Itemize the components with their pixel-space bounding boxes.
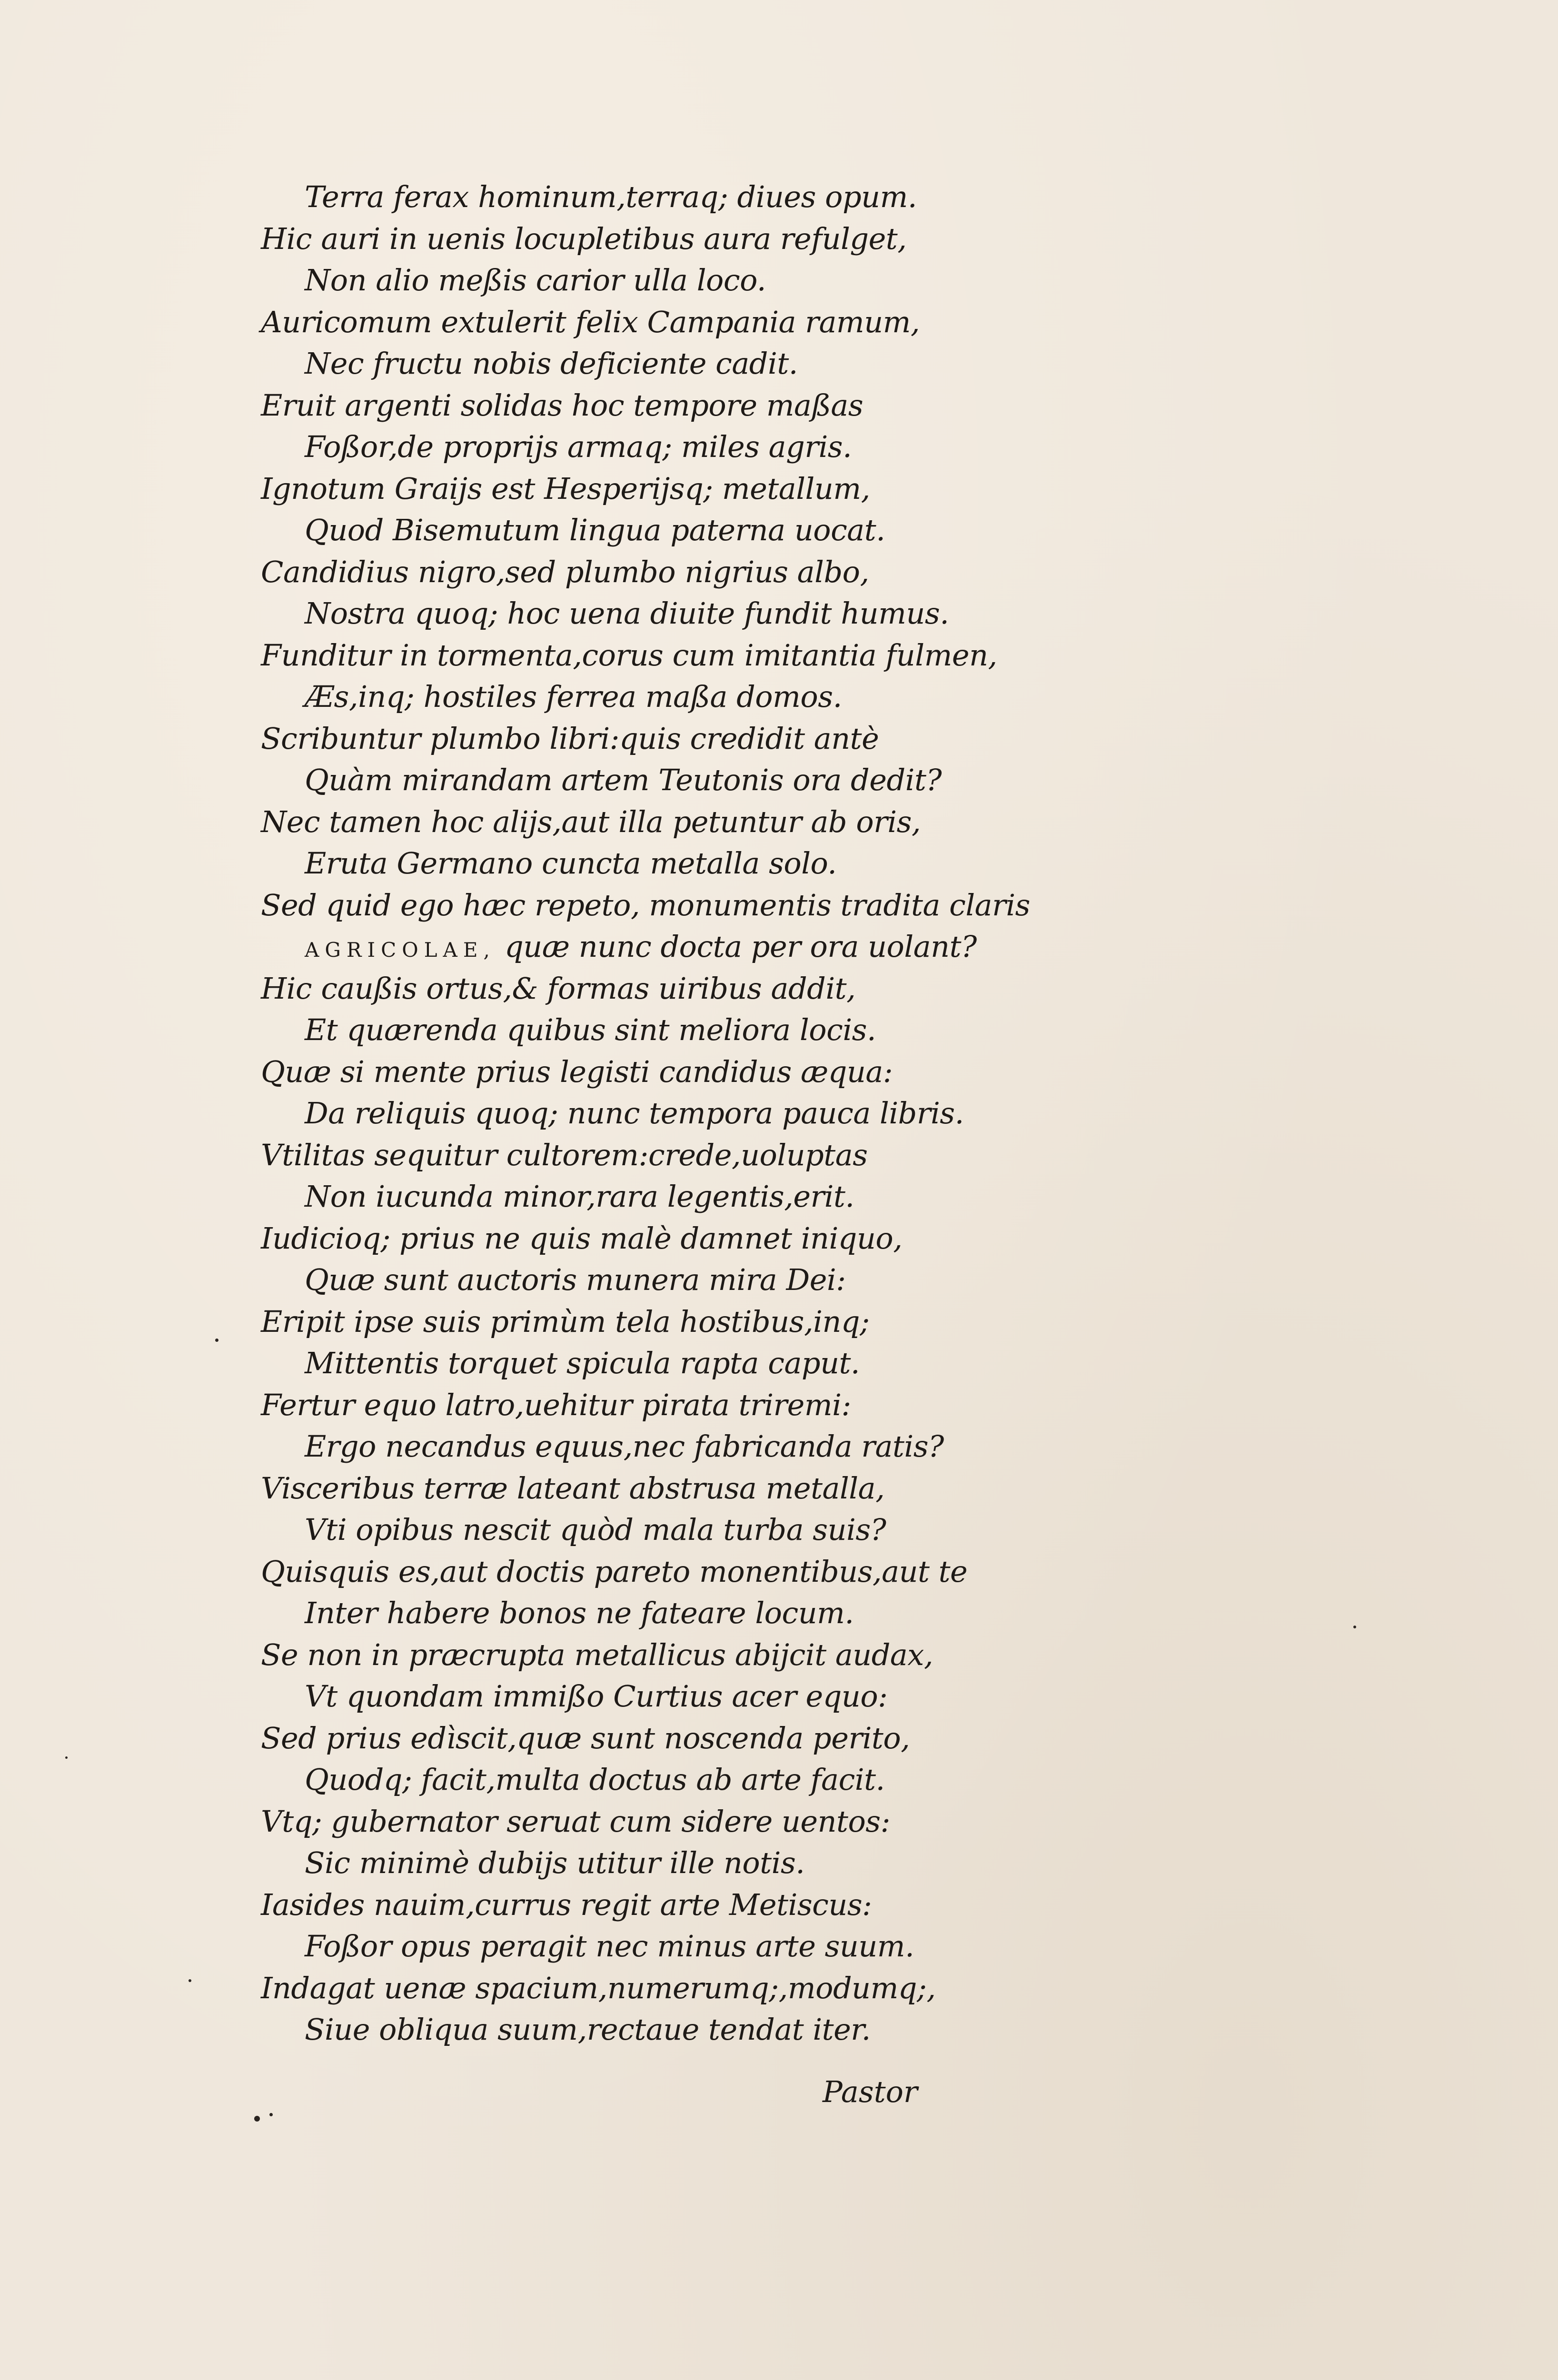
verse-line [261, 176, 1099, 218]
verse-text: Indagat uenæ spacium,numerumq;,modumq;, [261, 1970, 936, 2005]
verse-line [261, 468, 1099, 510]
verse-line [261, 426, 1099, 468]
verse-text: Et quærenda quibus sint meliora locis. [305, 1012, 876, 1047]
verse-text: Sic minimè dubijs utitur ille notis. [305, 1845, 805, 1880]
verse-line [261, 801, 1099, 843]
verse-text: Candidius nigro,sed plumbo nigrius albo, [261, 554, 869, 589]
verse-text: Quæ sunt auctoris munera mira Dei: [305, 1262, 846, 1297]
verse-line [261, 884, 1099, 926]
verse-line [261, 1218, 1099, 1259]
verse-line [261, 1259, 1099, 1301]
verse-line [261, 843, 1099, 884]
verse-text: Foßor,de proprijs armaq; miles agris. [305, 429, 852, 464]
verse-text: Quodq; facit,multa doctus ab arte facit. [305, 1762, 885, 1797]
verse-text: Eripit ipse suis primùm tela hostibus,inq; [261, 1304, 870, 1339]
verse-line [261, 635, 1099, 676]
verse-text: quæ nunc docta per ora uolant? [495, 929, 977, 964]
verse-line [261, 1051, 1099, 1093]
verse-line [261, 1092, 1099, 1134]
verse-line [261, 1468, 1099, 1509]
verse-text: Scribuntur plumbo libri:quis credidit antè [261, 721, 879, 756]
verse-text: Visceribus terræ lateant abstrusa metalla, [261, 1470, 885, 1506]
verse-line [261, 1759, 1099, 1801]
verse-line [261, 926, 1099, 968]
poem-text-block [261, 176, 1099, 2051]
verse-line [261, 2009, 1099, 2051]
verse-line [261, 593, 1099, 635]
verse-line [261, 1301, 1099, 1343]
verse-line [261, 1967, 1099, 2009]
verse-text: Fertur equo latro,uehitur pirata triremi: [261, 1387, 851, 1422]
verse-line [261, 551, 1099, 593]
verse-text: Vtq; gubernator seruat cum sidere uentos: [261, 1804, 890, 1839]
verse-line [261, 676, 1099, 718]
verse-line [261, 1634, 1099, 1676]
verse-text: Æs,inq; hostiles ferrea maßa domos. [305, 679, 842, 714]
catchword: Pastor [823, 2074, 918, 2109]
verse-line [261, 718, 1099, 760]
verse-line [261, 259, 1099, 301]
verse-text: Sed prius edìscit,quæ sunt noscenda perito, [261, 1720, 910, 1755]
verse-text: Auricomum extulerit felix Campania ramum, [261, 304, 920, 339]
verse-line [261, 1676, 1099, 1717]
verse-line [261, 968, 1099, 1010]
verse-text: Ignotum Graijs est Hesperijsq; metallum, [261, 471, 870, 506]
verse-text: Funditur in tormenta,corus cum imitantia fulmen, [261, 637, 997, 673]
verse-text: Eruit argenti solidas hoc tempore maßas [261, 387, 863, 423]
verse-text: Foßor opus peragit nec minus arte suum. [305, 1929, 914, 1964]
verse-line [261, 1801, 1099, 1843]
verse-text: Nec fructu nobis deficiente cadit. [305, 346, 798, 381]
verse-line [261, 1009, 1099, 1051]
verse-line [261, 301, 1099, 343]
verse-text: Mittentis torquet spicula rapta caput. [305, 1346, 860, 1380]
verse-text: Quæ si mente prius legisti candidus æqua: [261, 1054, 893, 1089]
ink-speck [189, 1979, 191, 1982]
verse-line [261, 1509, 1099, 1551]
verse-text: Se non in præcrupta metallicus abijcit audax, [261, 1637, 933, 1672]
verse-line [261, 343, 1099, 385]
ink-speck [215, 1339, 218, 1342]
verse-text: Vtilitas sequitur cultorem:crede,uoluptas [261, 1137, 868, 1172]
verse-text: Iudicioq; prius ne quis malè damnet iniquo, [261, 1220, 903, 1256]
verse-text: Quisquis es,aut doctis pareto monentibus,aut te [261, 1554, 968, 1589]
author-name-smallcaps: AGRICOLAE, [305, 938, 496, 962]
verse-line [261, 385, 1099, 426]
verse-text: Non iucunda minor,rara legentis,erit. [305, 1179, 854, 1214]
verse-text: Quod Bisemutum lingua paterna uocat. [305, 513, 885, 547]
verse-text: Hic auri in uenis locupletibus aura refulget, [261, 221, 907, 256]
verse-line [261, 1592, 1099, 1634]
verse-line [261, 1884, 1099, 1926]
verse-line [261, 1176, 1099, 1218]
verse-line [261, 1925, 1099, 1967]
verse-line [261, 1717, 1099, 1759]
verse-line [261, 1426, 1099, 1468]
ink-speck [65, 1756, 68, 1759]
ink-speck [1353, 1626, 1356, 1628]
verse-line [261, 509, 1099, 551]
verse-text: Eruta Germano cuncta metalla solo. [305, 846, 837, 881]
verse-line [261, 218, 1099, 260]
verse-text: Nec tamen hoc alijs,aut illa petuntur ab oris, [261, 804, 921, 839]
verse-text: Vt quondam immißo Curtius acer equo: [305, 1679, 888, 1714]
verse-text: Vti opibus nescit quòd mala turba suis? [305, 1512, 886, 1547]
verse-text: Nostra quoq; hoc uena diuite fundit humus. [305, 596, 949, 631]
verse-line [261, 1342, 1099, 1384]
verse-text: Ergo necandus equus,nec fabricanda ratis? [305, 1429, 944, 1464]
ink-speck [254, 2116, 260, 2122]
verse-line [261, 759, 1099, 801]
verse-text: Hic caußis ortus,& formas uiribus addit, [261, 971, 856, 1006]
verse-text: Terra ferax hominum,terraq; diues opum. [305, 179, 917, 214]
verse-text: Sed quid ego hæc repeto, monumentis tradita claris [261, 887, 1030, 922]
verse-text: Siue obliqua suum,rectaue tendat iter. [305, 2012, 871, 2047]
verse-text: Inter habere bonos ne fateare locum. [305, 1596, 854, 1630]
verse-line [261, 1134, 1099, 1176]
verse-text: Quàm mirandam artem Teutonis ora dedit? [305, 763, 942, 797]
verse-text: Da reliquis quoq; nunc tempora pauca libris. [305, 1096, 964, 1130]
verse-text: Non alio meßis carior ulla loco. [305, 263, 766, 298]
verse-line [261, 1551, 1099, 1593]
ink-speck [269, 2113, 273, 2116]
verse-line [261, 1384, 1099, 1426]
verse-line [261, 1842, 1099, 1884]
verse-text: Iasides nauim,currus regit arte Metiscus: [261, 1887, 872, 1922]
